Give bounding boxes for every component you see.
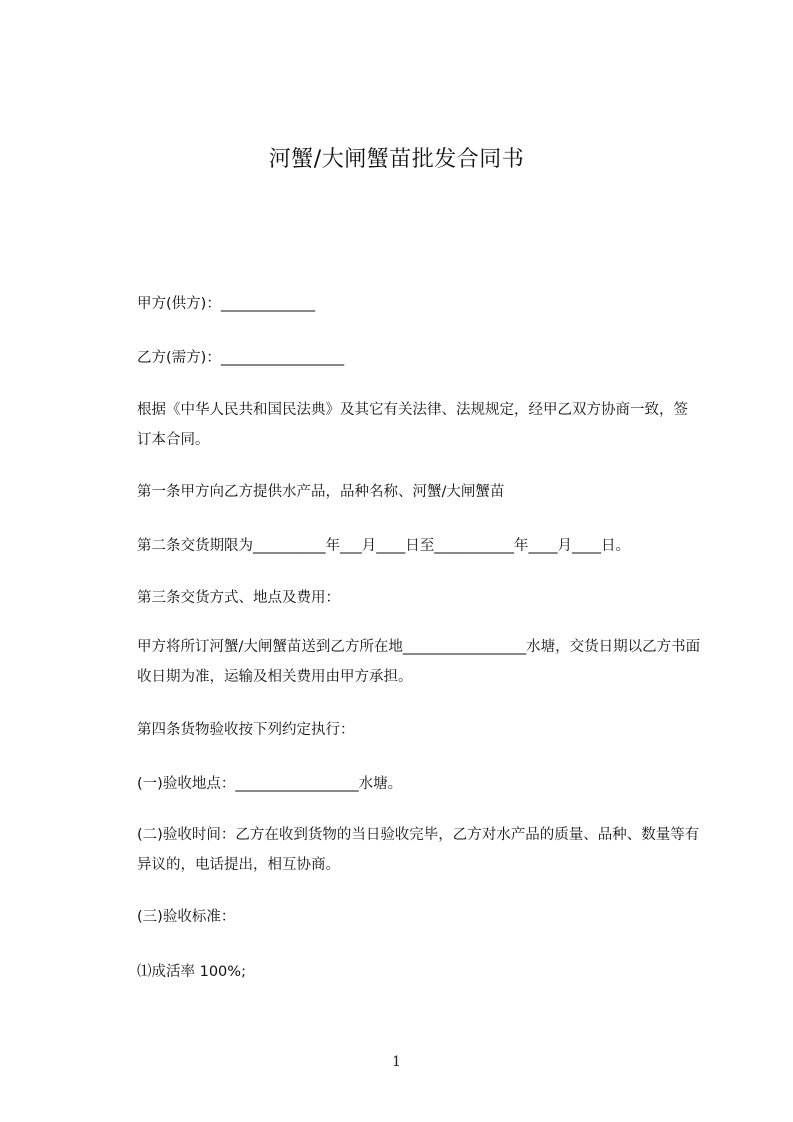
article-3-body: 甲方将所订河蟹/大闸蟹苗送到乙方所在地_________________水塘，交货日期以乙方书面收日期为准，运输及相关费用由甲方承担。 [137,639,701,685]
article-4-heading: 第四条货物验收按下列约定执行： [137,722,355,738]
article-2: 第二条交货期限为__________年___月____日至___________年____月____日。 [137,538,630,554]
article-3-paragraph [102,632,702,692]
inspection-standard: (三)验收标准： [137,909,236,925]
inspection-location: (一)验收地点：_________________水塘。 [137,776,403,792]
party-a-line: 甲方(供方)：_____________ [137,296,316,312]
party-b-line: 乙方(需方)：_________________ [137,350,345,366]
article-3-heading: 第三条交货方式、地点及费用： [137,590,340,606]
page-number: 1 [392,1054,401,1070]
standard-item-1: ⑴成活率 100%; [137,964,246,980]
document-title: 河蟹/大闸蟹苗批发合同书 [268,147,525,172]
article-1: 第一条甲方向乙方提供水产品，品种名称、河蟹/大闸蟹苗 [137,484,505,500]
inspection-time: (二)验收时间：乙方在收到货物的当日验收完毕，乙方对水产品的质量、品种、数量等有异议的，电话提出，相互协商。 [137,827,700,873]
preamble-paragraph [102,395,702,455]
inspection-time-paragraph [102,820,702,880]
preamble-text: 根据《中华人民共和国民法典》及其它有关法律、法规规定，经甲乙双方协商一致，签订本合同。 [137,402,688,448]
